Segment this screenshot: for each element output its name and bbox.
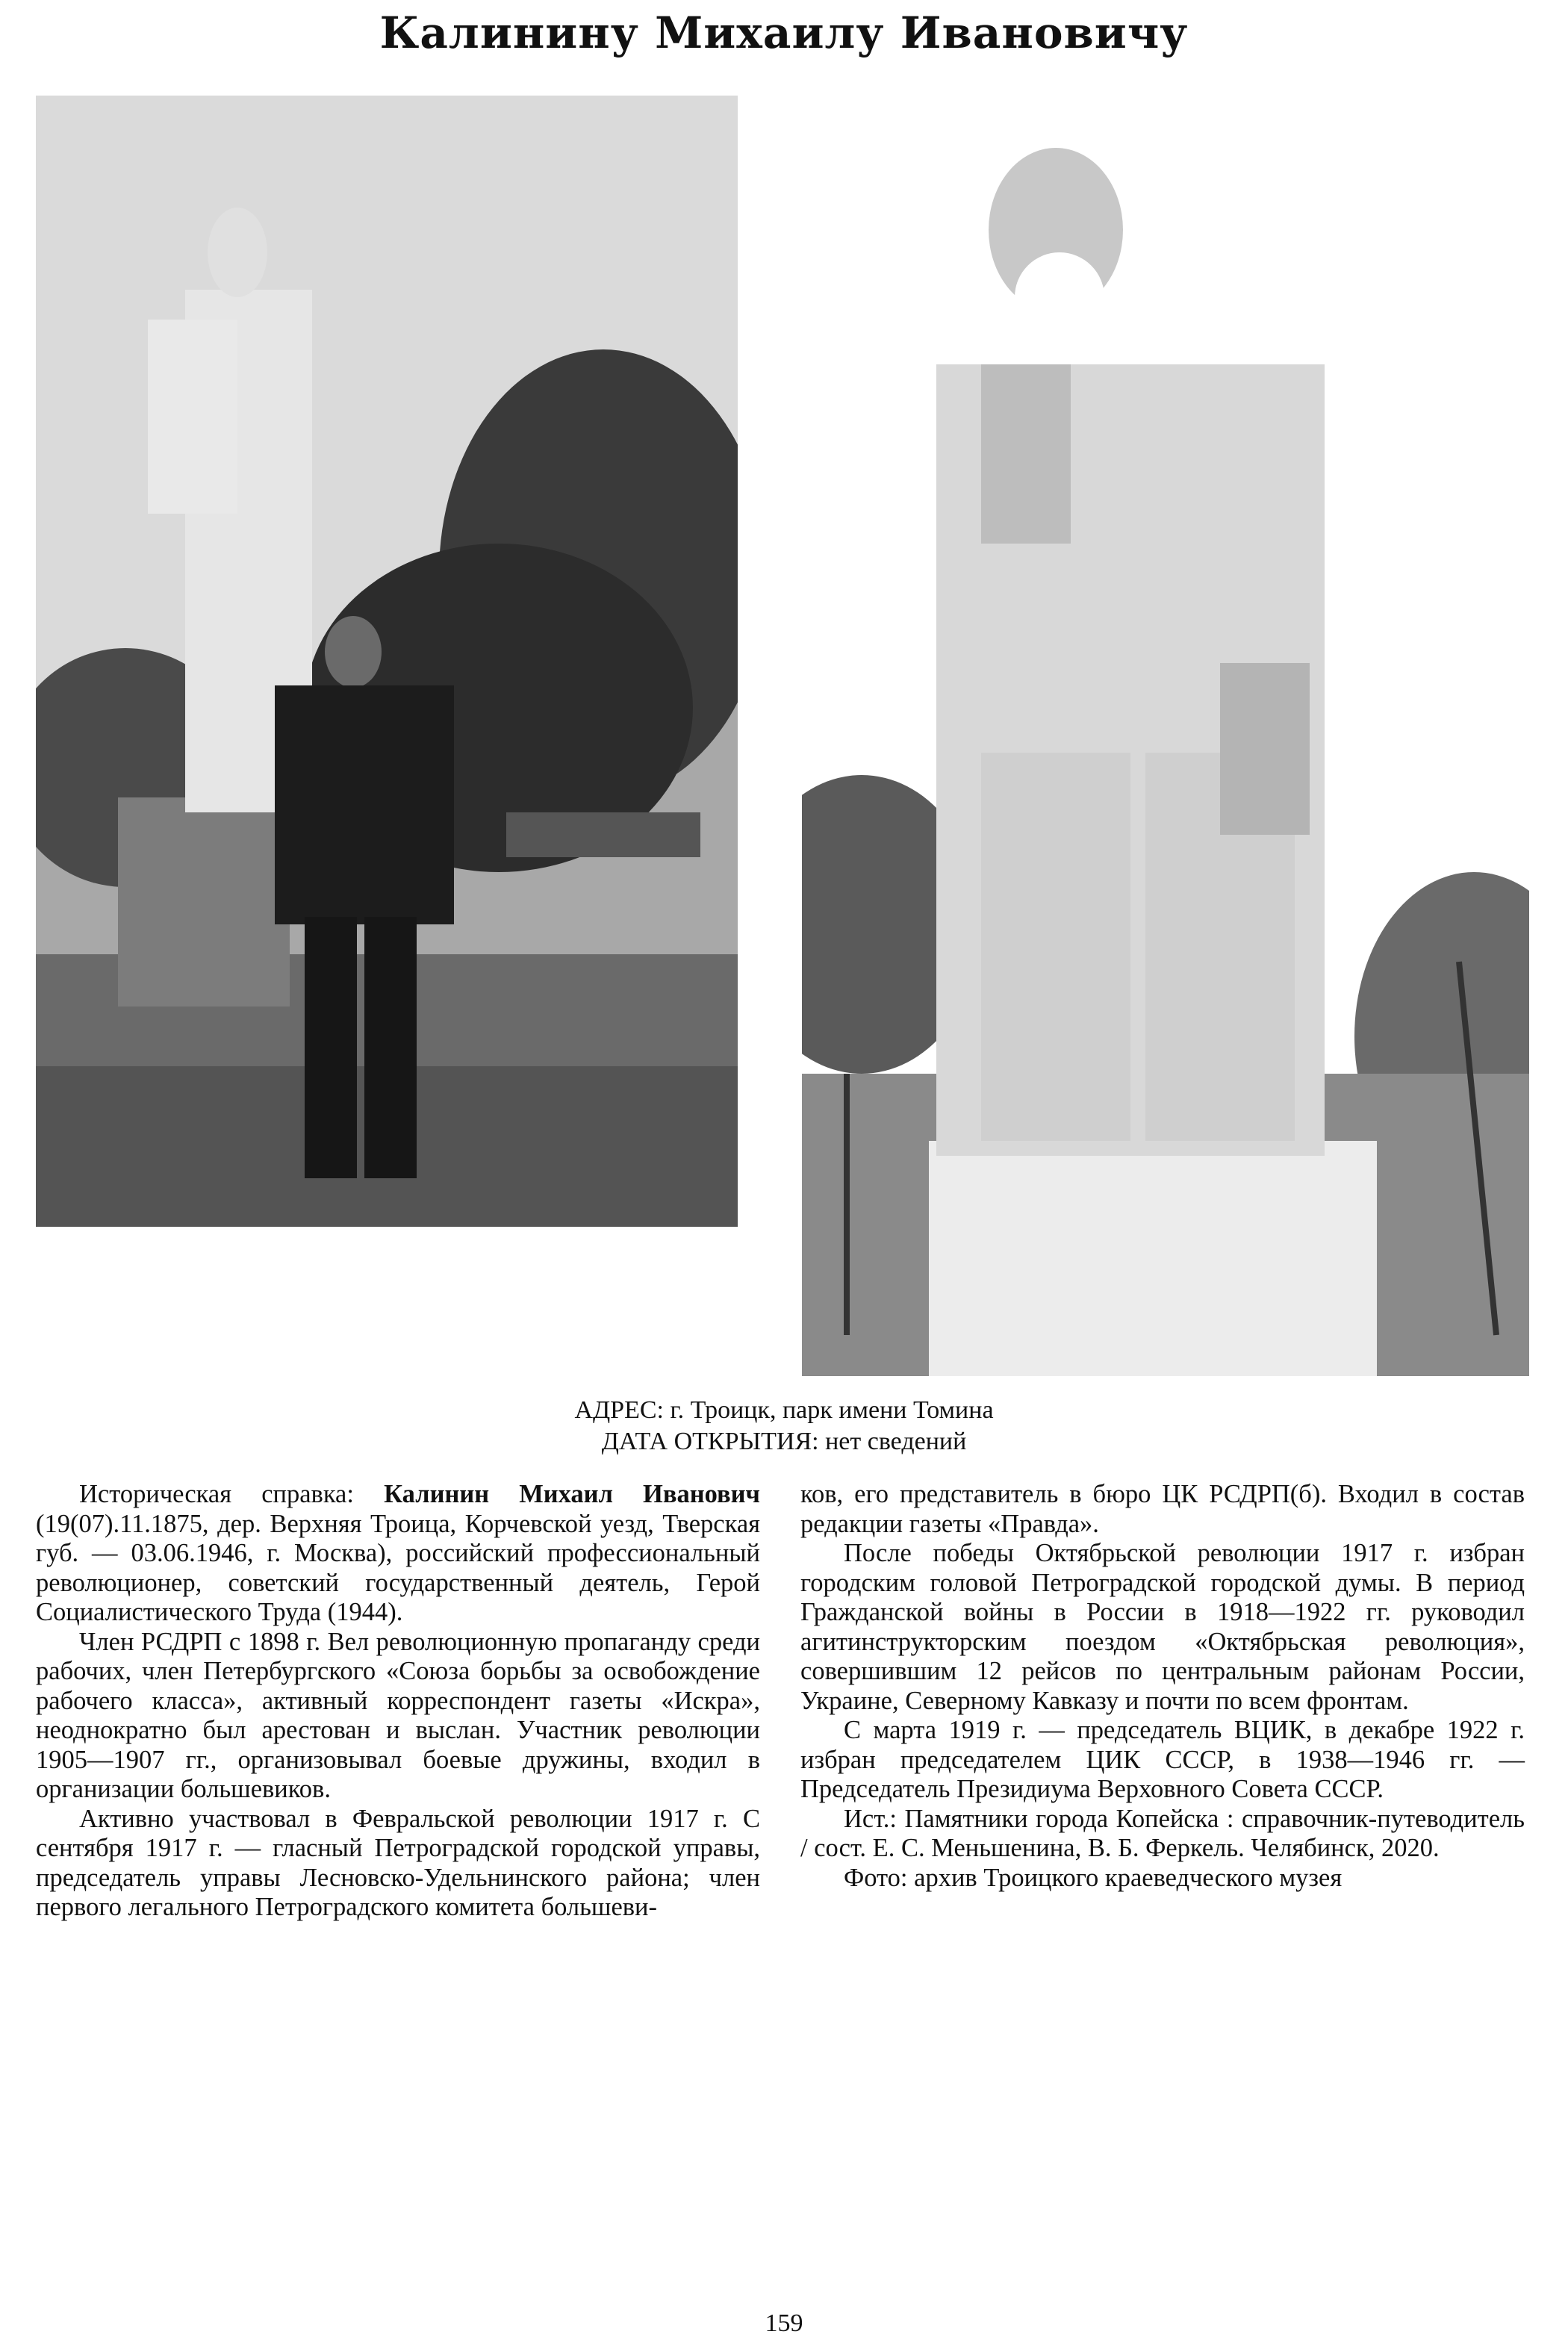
historical-note-body: (19(07).11.1875, дер. Верхняя Троица, Корчевской уезд, Тверская губ. — 03.06.1946, г. Москва), российский профессиональный революционер, советский государственный деятель, Герой Социалистического Труда (1944).	[36, 1509, 760, 1626]
paragraph-vtsik: С марта 1919 г. — председатель ВЦИК, в декабре 1922 г. избран председателем ЦИК СССР, в 1938—1946 гг. — Председатель Президиума Верховного Совета СССР.	[800, 1716, 1525, 1803]
photo-statue-closeup	[802, 140, 1529, 1376]
monument-meta	[0, 1395, 1568, 1457]
historical-note-lead: Историческая справка:	[79, 1480, 385, 1508]
paragraph-sources: Ист.: Памятники города Копейска : справочник-путеводитель / сост. Е. С. Меньшенина, В. Б. Феркель. Челябинск, 2020.	[800, 1804, 1525, 1862]
photo-monument-with-visitor	[36, 96, 738, 1227]
paragraph-february-revolution: Активно участвовал в Февральской революции 1917 г. С сентября 1917 г. — гласный Петроградской городской управы, председатель управы Лесновско-Удельнинского района; член первого легального Петроградского комитета большеви-	[36, 1804, 760, 1921]
photo-monument-with-visitor-image	[36, 96, 738, 1227]
text-column-left	[36, 1480, 760, 1923]
opening-date-line: ДАТА ОТКРЫТИЯ: нет сведений	[601, 1428, 967, 1455]
text-column-right	[800, 1480, 1525, 1893]
photo-statue-closeup-image	[802, 140, 1529, 1376]
paragraph-october-revolution: После победы Октябрьской революции 1917 г. избран городским головой Петроградской городской думы. В период Гражданской войны в России в 1918—1922 гг. руководил агитинструкторским поездом «Октябрьская революция», совершившим 12 рейсов по центральным районам России, Украине, Северному Кавказу и почти по всем фронтам.	[800, 1539, 1525, 1715]
paragraph-rsdrp-membership: Член РСДРП с 1898 г. Вел революционную пропаганду среди рабочих, член Петербургского «Союза борьбы за освобождение рабочего класса», активный корреспондент газеты «Искра», неоднократно был арестован и выслан. Участник революции 1905—1907 гг., организовывал боевые дружины, входил в организации большевиков.	[36, 1627, 760, 1803]
paragraph-february-revolution-continued: ков, его представитель в бюро ЦК РСДРП(б). Входил в состав редакции газеты «Правда».	[800, 1480, 1525, 1538]
page-number: 159	[765, 2309, 803, 2337]
subject-name: Калинин Михаил Иванович	[384, 1480, 760, 1508]
address-line: АДРЕС: г. Троицк, парк имени Томина	[574, 1396, 994, 1424]
paragraph-historical-note	[36, 1480, 760, 1628]
paragraph-photo-credit: Фото: архив Троицкого краеведческого музея	[844, 1863, 1343, 1892]
page-title: Калинину Михаилу Ивановичу	[379, 7, 1189, 58]
